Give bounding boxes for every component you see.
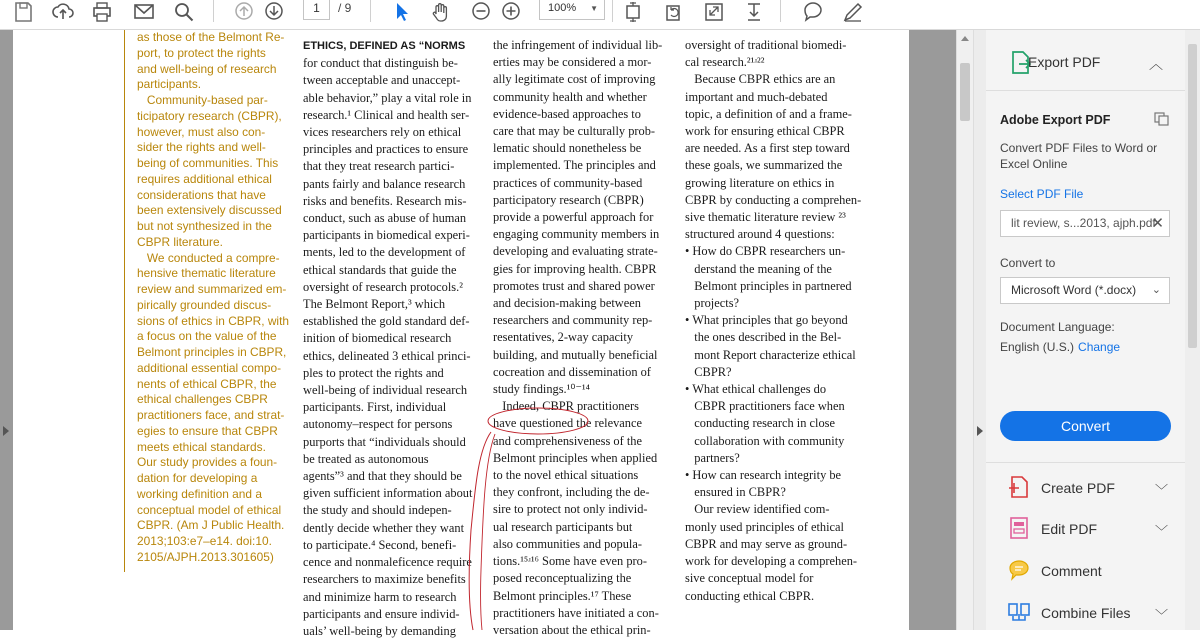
section-description: Convert PDF Files to Word or Excel Online: [1000, 141, 1158, 171]
document-viewer[interactable]: [0, 30, 973, 638]
text-line: evidence-based approaches to: [493, 106, 641, 121]
text-line: requires additional ethical: [137, 171, 272, 186]
text-line: participants and ensure individ-: [303, 606, 460, 621]
text-line: CBPR?: [685, 364, 732, 379]
text-line: growing literature on ethics in: [685, 175, 835, 190]
text-line: CBPR practitioners face when: [685, 399, 845, 414]
text-line: Belmont principles in CBPR,: [137, 345, 287, 359]
text-line: Community-based par-: [137, 93, 268, 107]
text-line: Indeed, CBPR practitioners: [493, 399, 639, 414]
text-line: but not synthesized in the: [137, 219, 272, 233]
text-line: and comprehensiveness of the: [493, 433, 642, 448]
text-line: participants. First, individual: [303, 400, 447, 415]
text-line: study findings.¹⁰⁻¹⁴: [493, 382, 590, 397]
text-line: working definition and a: [137, 486, 262, 501]
text-line: Belmont principles.¹⁷ These: [493, 588, 632, 603]
text-line: CBPR and may serve as ground-: [685, 536, 848, 551]
pane-scroll-thumb[interactable]: [1188, 44, 1197, 348]
text-line: ments, led to the development of: [303, 245, 466, 260]
text-line: well-being of individual research: [303, 383, 468, 398]
text-line: Belmont principles in partnered: [685, 278, 852, 293]
text-line: partners?: [685, 450, 740, 465]
pen-icon[interactable]: [840, 0, 866, 24]
language-name: English (U.S.): [1000, 340, 1075, 354]
text-line: able behavior,” play a vital role in: [303, 90, 472, 105]
text-line: • What principles that go beyond: [685, 313, 848, 328]
file-name: lit review, s...2013, ajph.pdf: [1011, 216, 1156, 230]
convert-to-label: Convert to: [1000, 256, 1056, 270]
text-line: community health and whether: [493, 89, 647, 104]
text-line: risks and benefits. Research mis-: [303, 193, 467, 208]
abstract-column: [124, 30, 296, 572]
section-heading: ETHICS, DEFINED AS “NORMS: [303, 40, 466, 52]
text-line: also communities and popula-: [493, 536, 643, 551]
text-line: participatory research (CBPR): [493, 192, 644, 207]
text-line: sive conceptual model for: [685, 571, 814, 586]
section-title: Adobe Export PDF: [1000, 113, 1111, 127]
body-column-1: [303, 37, 472, 640]
document-language-label: Document Language:: [1000, 320, 1115, 334]
text-line: to participate.⁴ Second, benefi-: [303, 537, 457, 552]
export-pdf-title: Export PDF: [1028, 54, 1101, 70]
zoom-value: 100%: [548, 2, 577, 14]
text-line: dation for developing a: [137, 471, 258, 485]
text-line: We conducted a compre-: [137, 250, 280, 265]
text-line: they confront, including the de-: [493, 485, 650, 500]
tool-edit-pdf[interactable]: [1000, 517, 1175, 541]
text-line: the study and should indepen-: [303, 503, 452, 518]
zoom-select[interactable]: [539, 0, 605, 20]
body-column-2: [493, 37, 662, 639]
left-panel-toggle-icon[interactable]: [3, 426, 9, 436]
chevron-down-icon[interactable]: ﹀: [1155, 524, 1169, 539]
scroll-up-icon[interactable]: [961, 36, 969, 41]
text-line: port, to protect the rights: [137, 45, 266, 60]
text-line: ensured in CBPR?: [685, 485, 786, 500]
text-line: considerations that have: [137, 187, 266, 202]
text-line: hensive thematic literature: [137, 266, 276, 281]
text-line: additional essential compo-: [137, 360, 282, 375]
text-line: been extensively discussed: [137, 203, 282, 218]
text-line: oversight of traditional biomedi-: [685, 38, 847, 52]
text-line: Our review identified com-: [685, 502, 830, 517]
text-line: being of communities. This: [137, 156, 279, 170]
text-line: that they treat research partici-: [303, 159, 455, 174]
text-line: cocreation and dissemination of: [493, 364, 651, 379]
text-line: ethical standards that guide the: [303, 262, 457, 277]
page-up-icon[interactable]: [231, 0, 257, 24]
text-line: tions.¹⁵ʴ¹⁶ Some have even pro-: [493, 554, 647, 569]
text-line: a focus on the value of the: [137, 329, 277, 344]
text-line: practices of community-based: [493, 175, 643, 190]
copy-icon[interactable]: [1154, 112, 1170, 126]
text-line: inition of biomedical research: [303, 331, 452, 346]
text-line: 2105/AJPH.2013.301605): [137, 549, 274, 564]
text-line: ples to protect the rights and: [303, 365, 444, 380]
close-icon[interactable]: ✕: [1151, 215, 1164, 232]
text-line: cence and nonmaleficence require: [303, 555, 472, 570]
text-line: ethics, delineated 3 ethical princi-: [303, 348, 471, 363]
text-line: care that may be culturally prob-: [493, 124, 656, 139]
fullscreen-icon[interactable]: [701, 0, 727, 24]
tool-comment[interactable]: [1000, 559, 1175, 583]
text-line: mont Report characterize ethical: [685, 347, 856, 362]
text-line: and decision-making between: [493, 296, 641, 311]
text-line: derstand the meaning of the: [685, 261, 832, 276]
text-line: have questioned the relevance: [493, 416, 642, 431]
comment-icon: [1008, 559, 1030, 581]
pane-scrollbar[interactable]: [1185, 30, 1200, 630]
text-line: ethical challenges CBPR: [137, 392, 268, 407]
text-line: vices researchers rely on ethical: [303, 125, 462, 140]
text-line: researchers and community rep-: [493, 313, 653, 328]
text-line: cal research.²¹ʴ²²: [685, 55, 765, 70]
text-line: structured around 4 questions:: [685, 227, 835, 242]
text-line: research.¹ Clinical and health ser-: [303, 107, 470, 122]
scroll-thumb[interactable]: [960, 63, 970, 121]
select-cursor-icon[interactable]: [388, 0, 414, 24]
upload-icon[interactable]: [50, 0, 76, 24]
text-line: gies for improving health. CBPR: [493, 261, 657, 276]
chevron-up-icon[interactable]: ︿: [1149, 56, 1163, 72]
text-line: and minimize harm to research: [303, 589, 457, 604]
text-line: versation about the ethical prin-: [493, 622, 651, 637]
text-line: the infringement of individual lib-: [493, 38, 663, 52]
text-line: participants.: [137, 77, 202, 92]
pane-collapse-handle[interactable]: [974, 30, 986, 630]
chevron-down-icon: ▼: [590, 4, 598, 13]
text-line: CBPR literature.: [137, 234, 223, 249]
text-line: as those of the Belmont Re-: [137, 30, 285, 44]
text-line: Because CBPR ethics are an: [685, 72, 836, 87]
text-line: 2013;103:e7–e14. doi:10.: [137, 534, 272, 548]
text-line: promotes trust and shared power: [493, 278, 655, 293]
text-line: practitioners have initiated a con-: [493, 605, 659, 620]
selected-file-field[interactable]: [1000, 210, 1170, 237]
text-line: nents of ethical CBPR, the: [137, 376, 277, 391]
tool-combine-files[interactable]: [1000, 601, 1175, 625]
text-line: projects?: [685, 296, 740, 311]
text-line: sive thematic literature review ²³: [685, 210, 846, 225]
text-line: are needed. As a first step toward: [685, 141, 850, 156]
text-line: given sufficient information about: [303, 486, 473, 501]
text-line: building, and mutually beneficial: [493, 347, 658, 362]
tools-pane: [973, 30, 1200, 630]
text-line: lematic should nonetheless be: [493, 141, 642, 156]
text-line: these goals, we summarized the: [685, 158, 843, 173]
chevron-down-icon[interactable]: ﹀: [1155, 483, 1169, 498]
text-line: sider the rights and well-: [137, 140, 266, 155]
text-line: tween acceptable and unaccept-: [303, 73, 461, 88]
zoom-in-icon[interactable]: [498, 0, 524, 24]
chevron-down-icon[interactable]: ﹀: [1155, 608, 1169, 623]
text-line: Belmont principles when applied: [493, 450, 658, 465]
page-number-input[interactable]: 1: [303, 0, 330, 20]
text-line: ticipatory research (CBPR),: [137, 108, 282, 123]
hand-tool-icon[interactable]: [428, 0, 454, 24]
page-down-icon[interactable]: [261, 0, 287, 24]
text-line: ally legitimate cost of improving: [493, 72, 656, 87]
chevron-down-icon: ⌄: [1151, 284, 1161, 296]
save-icon[interactable]: [10, 0, 36, 24]
text-line: practitioners face, and strat-: [137, 408, 285, 422]
text-line: however, must also con-: [137, 124, 266, 139]
text-line: egies to ensure that CBPR: [137, 423, 278, 438]
text-line: oversight of research protocols.²: [303, 279, 463, 294]
text-line: important and much-debated: [685, 89, 828, 104]
pdf-page: [13, 30, 909, 638]
convert-to-value: Microsoft Word (*.docx): [1011, 283, 1137, 297]
text-line: resentatives, 2-way capacity: [493, 330, 634, 345]
fit-page-icon[interactable]: [620, 0, 646, 24]
text-line: the ones described in the Bel-: [685, 330, 842, 345]
text-line: Our study provides a foun-: [137, 455, 278, 470]
text-line: • How do CBPR researchers un-: [685, 244, 846, 259]
text-line: autonomy–respect for persons: [303, 417, 453, 432]
text-line: collaboration with community: [685, 433, 845, 448]
text-line: conducting research in close: [685, 416, 836, 431]
text-line: engaging community members in: [493, 227, 660, 242]
tool-label: Comment: [1041, 563, 1102, 579]
text-line: pants fairly and balance research: [303, 176, 466, 191]
text-line: sions of ethics in CBPR, with: [137, 313, 289, 328]
text-line: conceptual model of ethical: [137, 502, 282, 517]
zoom-out-icon[interactable]: [468, 0, 494, 24]
text-line: for conduct that distinguish be-: [303, 56, 458, 71]
text-line: conducting ethical CBPR.: [685, 588, 815, 603]
text-line: work for ensuring ethical CBPR: [685, 124, 845, 139]
text-line: researchers to maximize benefits: [303, 572, 466, 587]
text-line: pirically grounded discus-: [137, 297, 272, 312]
edit-pdf-icon: [1008, 517, 1030, 539]
text-line: meets ethical standards.: [137, 439, 266, 454]
text-line: established the gold standard def-: [303, 314, 470, 329]
tool-label: Combine Files: [1041, 605, 1131, 621]
text-line: monly used principles of ethical: [685, 519, 844, 534]
text-line: to the novel ethical situations: [493, 468, 639, 483]
print-icon[interactable]: [89, 0, 115, 24]
document-language-value: [1000, 340, 1120, 354]
create-pdf-icon: [1008, 476, 1030, 498]
text-line: developing and evaluating strate-: [493, 244, 658, 259]
convert-button[interactable]: Convert: [1000, 411, 1171, 441]
text-line: ual research participants but: [493, 519, 633, 534]
text-line: CBPR by conducting a comprehen-: [685, 192, 862, 207]
text-line: principles and practices to ensure: [303, 142, 469, 157]
search-icon[interactable]: [171, 0, 197, 24]
scroll-mode-icon[interactable]: [741, 0, 767, 24]
rotate-icon[interactable]: [660, 0, 686, 24]
change-language-link[interactable]: Change: [1078, 340, 1121, 354]
collapse-arrow-icon[interactable]: [977, 426, 983, 436]
text-line: erties may be considered a mor-: [493, 55, 652, 70]
text-line: and well-being of research: [137, 61, 277, 76]
page-total: / 9: [338, 1, 352, 15]
text-line: CBPR. (Am J Public Health.: [137, 518, 285, 533]
tool-create-pdf[interactable]: [1000, 476, 1175, 500]
comment-icon[interactable]: [800, 0, 826, 24]
text-line: participants in biomedical experi-: [303, 228, 470, 243]
document-scrollbar[interactable]: [956, 30, 973, 630]
combine-files-icon: [1008, 601, 1030, 623]
text-line: provide a powerful approach for: [493, 210, 654, 225]
select-pdf-link[interactable]: Select PDF File: [1000, 187, 1084, 201]
text-line: dently decide whether they want: [303, 520, 465, 535]
tool-label: Create PDF: [1041, 480, 1115, 496]
text-line: be treated as autonomous: [303, 451, 429, 466]
text-line: agents”³ and that they should be: [303, 469, 462, 484]
text-line: review and summarized em-: [137, 282, 287, 296]
text-line: sire to protect not only individ-: [493, 502, 648, 517]
text-line: • What ethical challenges do: [685, 382, 827, 397]
text-line: The Belmont Report,³ which: [303, 297, 446, 312]
text-line: implemented. The principles and: [493, 158, 656, 173]
toolbar: [0, 0, 1200, 30]
tool-label: Edit PDF: [1041, 521, 1098, 537]
text-line: posed reconceptualizing the: [493, 571, 632, 586]
text-line: work for developing a comprehen-: [685, 554, 858, 569]
text-line: • How can research integrity be: [685, 468, 842, 483]
text-line: conduct, such as abuse of human: [303, 211, 467, 226]
convert-to-select[interactable]: [1000, 277, 1170, 304]
text-line: uals’ well-being by demanding: [303, 623, 456, 638]
body-column-3: [685, 37, 861, 605]
text-line: topic, a definition of and a frame-: [685, 106, 852, 121]
text-line: purports that “individuals should: [303, 434, 466, 449]
email-icon[interactable]: [131, 0, 157, 24]
